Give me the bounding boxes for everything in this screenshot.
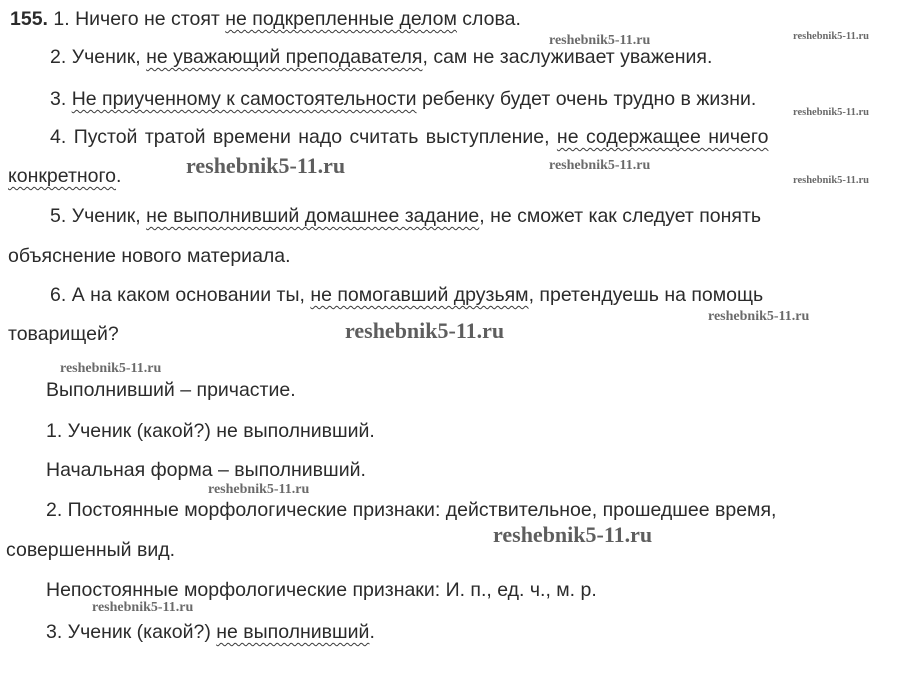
analysis-step-3 — [46, 620, 375, 644]
sentence-text: Ученик, — [71, 205, 147, 227]
sentence-text: . — [116, 165, 122, 187]
participle-phrase: не выполнивший домашнее задание — [146, 205, 480, 227]
analysis-step-1: 1. Ученик (какой?) не выполнивший. — [46, 420, 375, 442]
sentence-text: Ученик, — [71, 46, 147, 68]
participle-phrase: не подкрепленные делом — [225, 8, 457, 30]
sentence-5-continuation — [8, 244, 291, 268]
sentence-text: Ничего не стоят — [75, 8, 226, 30]
analysis-text: . — [369, 621, 375, 643]
sentence-6 — [50, 283, 763, 307]
sentence-number: 1. — [53, 8, 70, 30]
sentence-number: 6. — [50, 284, 67, 306]
watermark: reshebnik5-11.ru — [60, 361, 162, 376]
sentence-text: , претендуешь на помощь — [528, 284, 764, 306]
sentence-text: , не сможет как следует понять — [479, 205, 762, 227]
analysis-non-constant: Непостоянные морфологические признаки: И. п., ед. ч., м. р. — [46, 579, 597, 601]
sentence-text: объяснение нового материала. — [8, 245, 291, 267]
watermark: reshebnik5-11.ru — [793, 175, 869, 186]
analysis-text: 3. Ученик (какой?) — [46, 621, 217, 643]
sentence-text: А на каком основании ты, — [71, 284, 311, 306]
participle-phrase: Не приученному к самостоятельности — [71, 88, 417, 110]
sentence-5 — [50, 204, 761, 228]
watermark: reshebnik5-11.ru — [549, 33, 651, 48]
sentence-4-continuation — [8, 164, 121, 188]
participle-phrase: не содержащее ничего — [556, 126, 769, 148]
sentence-number: 3. — [50, 88, 67, 110]
sentence-text: слова. — [456, 8, 521, 30]
sentence-number: 2. — [50, 46, 67, 68]
watermark: reshebnik5-11.ru — [92, 600, 194, 615]
watermark: reshebnik5-11.ru — [793, 107, 869, 118]
participle-phrase: не уважающий преподавателя — [146, 46, 423, 68]
sentence-number: 5. — [50, 205, 67, 227]
participle-phrase: конкретного — [8, 165, 117, 187]
sentence-6-continuation — [8, 322, 119, 346]
participle-phrase: не выполнивший — [216, 621, 370, 643]
analysis-heading: Выполнивший – причастие. — [46, 379, 296, 401]
sentence-text: товарищей? — [8, 323, 119, 345]
watermark: reshebnik5-11.ru — [345, 318, 505, 343]
sentence-number: 4. — [50, 126, 67, 148]
sentence-3 — [50, 87, 756, 111]
sentence-text: , сам не заслуживает уважения. — [422, 46, 713, 68]
analysis-step-2-continuation: совершенный вид. — [6, 539, 176, 561]
watermark: reshebnik5-11.ru — [549, 158, 651, 173]
sentence-4 — [50, 125, 768, 149]
watermark: reshebnik5-11.ru — [793, 31, 869, 42]
sentence-text: ребенку будет очень трудно в жизни. — [416, 88, 757, 110]
watermark: reshebnik5-11.ru — [208, 482, 310, 497]
sentence-1 — [10, 7, 521, 31]
analysis-initial-form: Начальная форма – выполнивший. — [46, 459, 366, 481]
watermark: reshebnik5-11.ru — [493, 522, 653, 547]
exercise-number: 155. — [10, 8, 48, 30]
sentence-text: Пустой тратой времени надо считать выступление, — [73, 126, 557, 148]
analysis-step-2: 2. Постоянные морфологические признаки: действительное, прошедшее время, — [46, 499, 777, 521]
participle-phrase: не помогавший друзьям — [310, 284, 529, 306]
watermark: reshebnik5-11.ru — [186, 153, 346, 178]
watermark: reshebnik5-11.ru — [708, 309, 810, 324]
